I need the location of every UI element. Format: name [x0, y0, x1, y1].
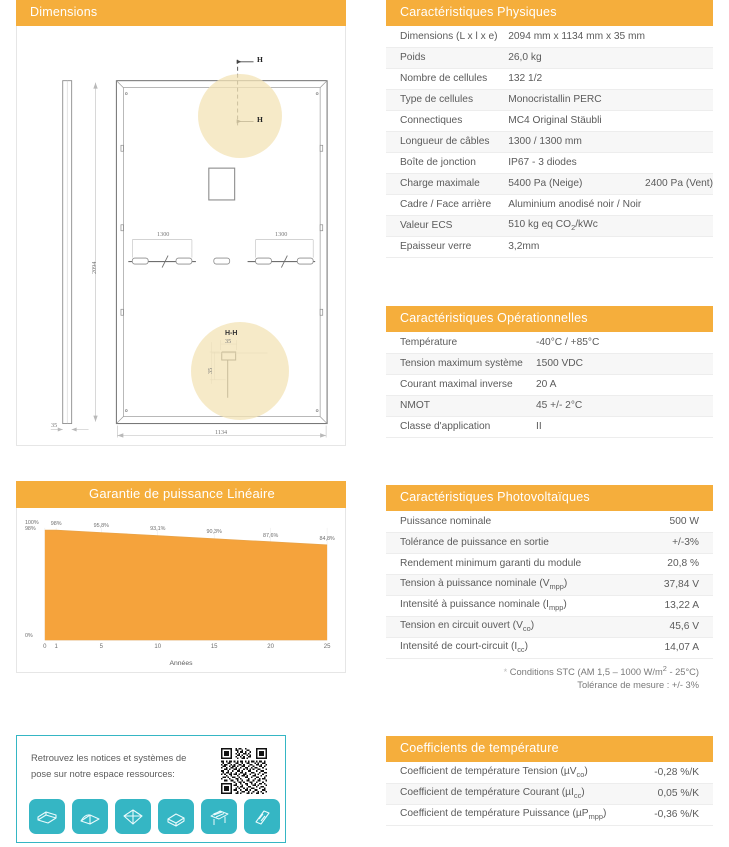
chart-x-axis-tick: 0 [43, 643, 47, 650]
row-value: -0,36 %/K [644, 804, 713, 825]
table-row [386, 236, 713, 257]
warranty-panel [16, 481, 346, 673]
mounting-system-slate-roof-icon[interactable] [72, 799, 108, 834]
chart-point-label: 87,6% [262, 532, 279, 539]
chart-x-axis-tick: 10 [154, 643, 162, 650]
table-row [386, 89, 713, 110]
row-value-secondary [645, 215, 713, 236]
detail-highlight-section [191, 322, 289, 420]
row-value: +/-3% [647, 532, 713, 553]
mounting-system-flat-roof-icon[interactable] [158, 799, 194, 834]
row-value: 26,0 kg [508, 47, 645, 68]
section-height-label: 35 [207, 367, 214, 375]
section-detail-label: H-H [225, 330, 238, 338]
row-value-secondary [645, 152, 713, 173]
table-row [386, 416, 713, 437]
table-row [386, 374, 713, 395]
row-value: -0,28 %/K [644, 762, 713, 783]
chart-y-axis-label: 98% [24, 526, 36, 533]
row-value: Monocristallin PERC [508, 89, 645, 110]
row-label: Coefficient de température Tension (µV$_{co}$) [386, 762, 644, 783]
table-row [386, 532, 713, 553]
row-value-secondary [645, 131, 713, 152]
warranty-chart-svg [17, 508, 345, 672]
mounting-system-integrated-icon[interactable] [115, 799, 151, 834]
row-value: 13,22 A [647, 595, 713, 616]
table-row [386, 804, 713, 825]
table-row [386, 511, 713, 532]
resources-box [16, 735, 286, 843]
row-value: 132 1/2 [508, 68, 645, 89]
row-value-secondary: 2400 Pa (Vent) [645, 173, 713, 194]
table-row [386, 595, 713, 616]
row-label: Boîte de jonction [386, 152, 508, 173]
row-label: Type de cellules [386, 89, 508, 110]
dimensions-panel [16, 0, 346, 446]
row-value: 0,05 %/K [644, 783, 713, 804]
cable-length-right-label: 1300 [275, 231, 288, 239]
chart-x-axis-title: Années [169, 659, 193, 667]
section-marker-top-label: H [257, 55, 263, 65]
table-row [386, 152, 713, 173]
row-label: Charge maximale [386, 173, 508, 194]
panel-technical-drawing [17, 26, 345, 443]
chart-x-axis-tick: 5 [99, 643, 103, 650]
row-value: 20 A [536, 374, 713, 395]
row-value: 45 +/- 2°C [536, 395, 713, 416]
warranty-panel-title: Garantie de puissance Linéaire [16, 481, 346, 508]
chart-x-axis-tick: 20 [267, 643, 274, 650]
resources-text [31, 750, 191, 781]
section-width-label: 35 [225, 338, 232, 346]
physical-characteristics-table [386, 26, 713, 258]
panel-thickness-label: 35 [51, 422, 58, 430]
chart-point-label: 84,8% [319, 535, 335, 542]
table-row [386, 395, 713, 416]
qr-code[interactable] [221, 748, 267, 794]
row-label: Intensité à puissance nominale $(I_{mpp})$ [386, 595, 647, 616]
chart-point-label: 98% [50, 520, 62, 527]
table-row [386, 194, 713, 215]
warranty-chart [16, 508, 346, 673]
row-label: Coefficient de température Puissance (µP$_{mpp}$) [386, 804, 644, 825]
mounting-system-membrane-icon[interactable] [244, 799, 280, 834]
row-label: NMOT [386, 395, 536, 416]
row-label: Tension à puissance nominale $(V_{mpp})$ [386, 574, 647, 595]
mounting-system-tile-roof-icon[interactable] [29, 799, 65, 834]
row-value: -40°C / +85°C [536, 332, 713, 353]
row-value: 1300 / 1300 mm [508, 131, 645, 152]
row-value-secondary [645, 47, 713, 68]
row-label: Longueur de câbles [386, 131, 508, 152]
chart-x-axis-tick: 15 [210, 643, 218, 650]
stc-footnote-line2: Tolérance de mesure : +/- 3% [577, 680, 699, 691]
panel-width-label: 1134 [215, 429, 228, 437]
dimensions-panel-title: Dimensions [16, 0, 346, 26]
row-value-secondary [645, 110, 713, 131]
photovoltaic-characteristics-panel [386, 485, 713, 693]
table-row [386, 762, 713, 783]
row-label: Rendement minimum garanti du module [386, 553, 647, 574]
physical-characteristics-body [386, 26, 713, 258]
row-value: MC4 Original Stäubli [508, 110, 645, 131]
resources-text-line2: pose sur notre espace ressources: [31, 767, 175, 779]
row-label: Connectiques [386, 110, 508, 131]
section-marker-bottom-label: H [257, 115, 263, 125]
row-label: Tension maximum système [386, 353, 536, 374]
row-label: Classe d'application [386, 416, 536, 437]
row-label: Tolérance de puissance en sortie [386, 532, 647, 553]
row-value: Aluminium anodisé noir / Noir [508, 194, 645, 215]
row-value: 2094 mm x 1134 mm x 35 mm [508, 26, 645, 47]
row-label: Puissance nominale [386, 511, 647, 532]
row-value: II [536, 416, 713, 437]
row-value-secondary [645, 26, 713, 47]
row-value: 510 kg eq $CO_2$/kWc [508, 215, 645, 236]
table-row [386, 131, 713, 152]
row-label: Poids [386, 47, 508, 68]
row-value: 5400 Pa (Neige) [508, 173, 645, 194]
row-value: 1500 VDC [536, 353, 713, 374]
table-row [386, 616, 713, 637]
table-row [386, 26, 713, 47]
table-row [386, 637, 713, 658]
photovoltaic-characteristics-table [386, 511, 713, 659]
row-label: Valeur ECS [386, 215, 508, 236]
operational-characteristics-panel [386, 306, 713, 438]
row-label: Nombre de cellules [386, 68, 508, 89]
chart-y-axis-label: 0% [24, 632, 33, 639]
row-value-secondary [645, 68, 713, 89]
chart-y-axis-label: 100% [24, 519, 39, 526]
table-row [386, 353, 713, 374]
row-label: Température [386, 332, 536, 353]
chart-x-axis-tick: 25 [323, 643, 331, 650]
row-value: 3,2mm [508, 236, 645, 257]
row-label: Tension en circuit ouvert $(V_{co})$ [386, 616, 647, 637]
temperature-coefficients-title: Coefficients de température [386, 736, 713, 762]
row-label: Epaisseur verre [386, 236, 508, 257]
stc-footnote [386, 659, 713, 693]
row-value: 20,8 % [647, 553, 713, 574]
temperature-coefficients-body [386, 762, 713, 826]
temperature-coefficients-table [386, 762, 713, 826]
dimensions-drawing [16, 26, 346, 446]
panel-height-label: 2094 [91, 261, 98, 275]
row-label: Dimensions (L x l x e) [386, 26, 508, 47]
mounting-system-ground-icon[interactable] [201, 799, 237, 834]
warranty-chart-plot [17, 508, 345, 672]
row-label: Courant maximal inverse [386, 374, 536, 395]
table-row [386, 553, 713, 574]
table-row [386, 173, 713, 194]
photovoltaic-characteristics-title: Caractéristiques Photovoltaïques [386, 485, 713, 511]
chart-point-label: 90,3% [206, 529, 222, 536]
chart-point-label: 93,1% [150, 526, 166, 533]
table-row [386, 574, 713, 595]
cable-length-left-label: 1300 [157, 231, 170, 239]
operational-characteristics-title: Caractéristiques Opérationnelles [386, 306, 713, 332]
table-row [386, 332, 713, 353]
resources-panel [16, 735, 346, 843]
mounting-systems-icon-row [29, 799, 280, 834]
chart-x-axis-tick: 1 [54, 643, 58, 650]
physical-characteristics-panel [386, 0, 713, 258]
operational-characteristics-table [386, 332, 713, 438]
chart-point-label: 95,8% [93, 523, 109, 530]
table-row [386, 783, 713, 804]
row-value: IP67 - 3 diodes [508, 152, 645, 173]
chart-area-series [45, 530, 327, 640]
table-row [386, 215, 713, 236]
temperature-coefficients-panel [386, 736, 713, 826]
row-value: 45,6 V [647, 616, 713, 637]
row-value: 37,84 V [647, 574, 713, 595]
row-label: Coefficient de température Courant (µI$_{cc}$) [386, 783, 644, 804]
resources-text-line1: Retrouvez les notices et systèmes de [31, 752, 187, 763]
table-row [386, 68, 713, 89]
row-value-secondary [645, 89, 713, 110]
row-value-secondary [645, 194, 713, 215]
row-value: 14,07 A [647, 637, 713, 658]
row-value: 500 W [647, 511, 713, 532]
row-label: Cadre / Face arrière [386, 194, 508, 215]
operational-characteristics-body [386, 332, 713, 438]
table-row [386, 110, 713, 131]
row-value-secondary [645, 236, 713, 257]
row-label: Intensité de court-circuit $(I_{cc})$ [386, 637, 647, 658]
stc-footnote-line1: * Conditions STC (AM 1,5 – 1000 $W/m^2 - 25^\circ C$) [503, 663, 699, 677]
photovoltaic-characteristics-body [386, 511, 713, 693]
physical-characteristics-title: Caractéristiques Physiques [386, 0, 713, 26]
table-row [386, 47, 713, 68]
detail-highlight-top [198, 74, 282, 158]
